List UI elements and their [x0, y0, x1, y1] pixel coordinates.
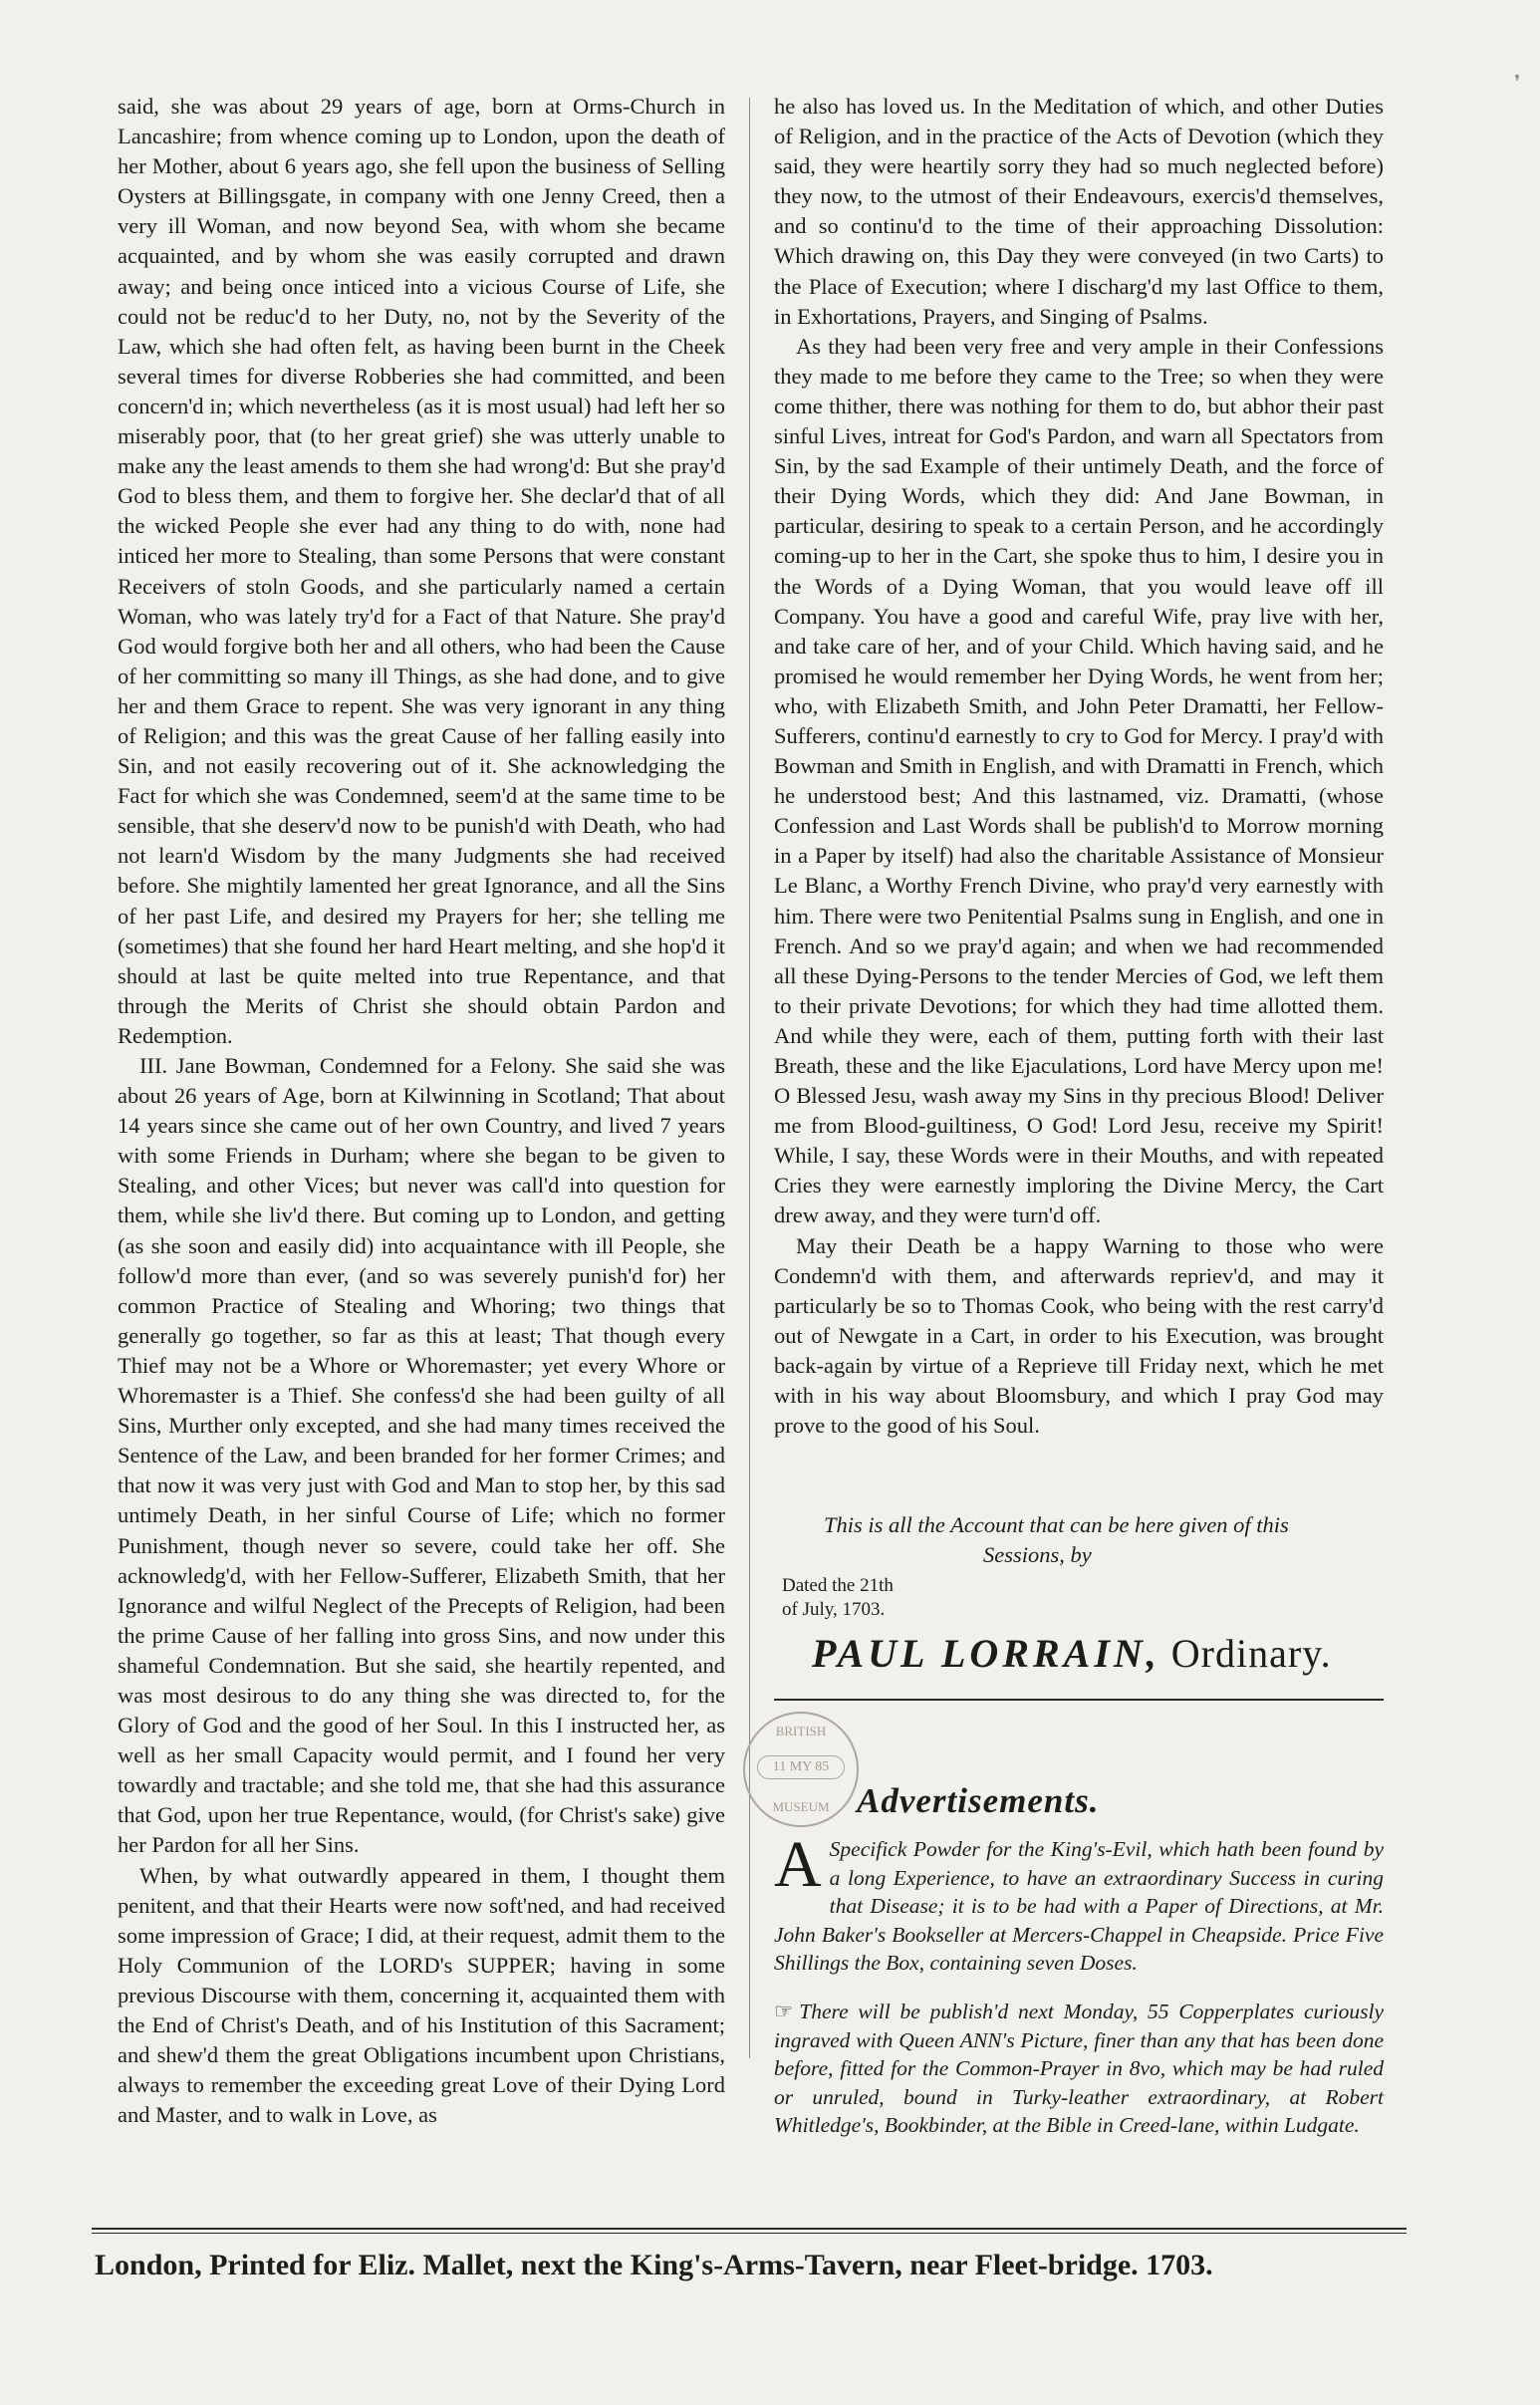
imprint-rule-thin	[92, 2233, 1407, 2234]
imprint-rule	[92, 2228, 1407, 2230]
paragraph-warning: May their Death be a happy Warning to those who were Condemn'd with them, and afterwards repriev'd, and may it particularly be so to Thomas Cook, who being with the rest carry'd out of Newgate in a Cart, in order to his Execution, was brought back-again by virtue of a Reprieve till Friday next, which he met with in his way about Bloomsbury, and which I pray God may prove to the good of his Soul.	[774, 1232, 1384, 1439]
pointing-hand-icon: ☞	[774, 2000, 794, 2023]
advertisement-copperplates: ☞ There will be publish'd next Monday, 55 Copperplates curiously ingraved with Queen ANN's Picture, finer than any that has been done before, fitted for the Common-Prayer in 8vo, which may be had ruled or unruled, bound in Turky-leather extraordinary, at Robert Whitledge's, Bookbinder, at the Bible in Creed-lane, within Ludgate.	[774, 2000, 1384, 2137]
account-line: This is all the Account that can be here given of this Sessions, by	[824, 1512, 1289, 1567]
paragraph-meditation: he also has loved us. In the Meditation of which, and other Duties of Religion, and in the practice of the Acts of Devotion (which they said, they were heartily sorry they had so much neglected before) they now, to the utmost of their Endeavours, exercis'd themselves, and so continu'd to the time of their approaching Dissolution: Which drawing on, this Day they were conveyed (in two Carts) to the Place of Execution; where I discharg'd my last Office to them, in Exhortations, Prayers, and Singing of Psalms.	[774, 94, 1384, 329]
paragraph-jane-bowman: III. Jane Bowman, Condemned for a Felony. She said she was about 26 years of Age, born at Kilwinning in Scotland; That about 14 years since she came out of her own Country, and lived 7 years with some Friends in Durham; where she began to be given to Stealing, and other Vices; but never was call'd into question for them, while she liv'd there. But coming up to London, and getting (as she soon and easily did) into acquaintance with ill People, she follow'd more than ever, (and so was severely punish'd for) her common Practice of Stealing and Whoring; two things that generally go together, so far as this at least; That though every Thief may not be a Whore or Whoremaster; yet every Whore or Whoremaster is a Thief. She confess'd she had been guilty of all Sins, Murther only excepted, and she had many times received the Sentence of the Law, and been branded for her former Crimes; and that now it was very just with God and Man to stop her, by this sad untimely Death, in her sinful Course of Life; which no former Punishment, though never so severe, could take her off. She acknowledg'd, with her Fellow-Sufferer, Elizabeth Smith, that her Ignorance and wilful Neglect of the Precepts of Religion, had been the prime Cause of her falling into gross Sins, and now under this shameful Condemnation. But she said, she heartily repented, and was most desirous to do any thing she was directed to, for the Glory of God and the good of her Soul. In this I instructed her, as well as her small Capacity would permit, and I found her very towardly and tractable; and she told me, that she had this assurance that God, upon her true Repentance, would, (for Christ's sake) give her Pardon for all her Sins.	[118, 1053, 725, 1858]
signature-name: PAUL LORRAIN,	[812, 1631, 1160, 1676]
advertisements-heading: Advertisements.	[857, 1781, 1100, 1820]
paragraph-communion: When, by what outwardly appeared in them, I thought them penitent, and that their Hearts were now soft'ned, and had received some impression of Grace; I did, at their request, admit them to the Holy Communion of the LORD's SUPPER; having in some previous Discourse with them, concerning it, acquainted them with the End of Christ's Death, and of his Institution of this Sacrament; and shew'd them the great Obligations incumbent upon Christians, always to remember the exceeding great Love of their Dying Lord and Master, and to walk in Love, as	[118, 1862, 725, 2128]
drop-cap: A	[774, 1828, 822, 1901]
closing-block	[774, 1510, 1384, 1622]
dated-line: Dated the 21th of July, 1703.	[782, 1575, 894, 1620]
signature-title: Ordinary.	[1170, 1631, 1332, 1676]
signature-rule	[774, 1699, 1384, 1701]
paragraph-elizabeth-smith: said, she was about 29 years of age, born at Orms-Church in Lancashire; from whence coming up to London, upon the death of her Mother, about 6 years ago, she fell upon the business of Selling Oysters at Billingsgate, in company with one Jenny Creed, then a very ill Woman, and now beyond Sea, with whom she became acquainted, and by whom she was easily corrupted and drawn away; and being once inticed into a vicious Course of Life, she could not be reduc'd to her Duty, no, not by the Severity of the Law, which she had often felt, as having been burnt in the Cheek several times for diverse Robberies she had committed, and been concern'd in; which nevertheless (as it is most usual) had left her so miserably poor, that (to her great grief) she was utterly unable to make any the least amends to them she had wrong'd: But she pray'd God to bless them, and them to forgive her. She declar'd that of all the wicked People she ever had any thing to do with, none had inticed her more to Stealing, than some Persons that were constant Receivers of stoln Goods, and she particularly named a certain Woman, who was lately try'd for a Fact of that Nature. She pray'd God would forgive both her and all others, who had been the Cause of her committing so many ill Things, as she had done, and to give her and them Grace to repent. She was very ignorant in any thing of Religion; and this was the great Cause of her falling easily into Sin, and not easily recovering out of it. She acknowledging the Fact for which she was Condemned, seem'd at the same time to be sensible, that she deserv'd now to be punish'd with Death, who had not learn'd Wisdom by the many Judgments she had received before. She mightily lamented her great Ignorance, and all the Sins of her past Life, and desired my Prayers for her; she telling me (sometimes) that she found her hard Heart melting, and she hop'd it should at last be quite melted into true Repentance, and that through the Merits of Christ she should obtain Pardon and Redemption.	[118, 94, 725, 1048]
margin-mark: ❜	[1514, 72, 1520, 92]
paragraph-execution: As they had been very free and very ample in their Confessions they made to me before they came to the Tree; so when they were come thither, there was nothing for them to do, but abhor their past sinful Lives, intreat for God's Pardon, and warn all Spectators from Sin, by the sad Example of their untimely Death, and the force of their Dying Words, which they did: And Jane Bowman, in particular, desiring to speak to a certain Person, and he accordingly coming-up to her in the Cart, she spoke thus to him, I desire you in the Words of a Dying Woman, that you would leave off ill Company. You have a good and careful Wife, pray live with her, and take care of her, and of your Child. Which having said, and he promised he would remember her Dying Words, he went from her; who, with Elizabeth Smith, and John Peter Dramatti, her Fellow-Sufferers, continu'd earnestly to cry to God for Mercy. I pray'd with Bowman and Smith in English, and with Dramatti in French, which he understood best; And this lastnamed, viz. Dramatti, (whose Confession and Last Words shall be publish'd to Morrow morning in a Paper by itself) had also the charitable Assistance of Monsieur Le Blanc, a Worthy French Divine, who pray'd very earnestly with him. There were two Penitential Psalms sung in English, and one in French. And so we pray'd again; and when we had recommended all these Dying-Persons to the tender Mercies of God, we left them to their private Devotions; for which they had time allotted them. And while they were, each of them, putting forth with their last Breath, these and the like Ejaculations, Lord have Mercy upon me! O Blessed Jesu, wash away my Sins in thy precious Blood! Deliver me from Blood-guiltiness, O God! Lord Jesu, receive my Spirit! While, I say, these Words were in their Mouths, and with repeated Cries they were earnestly imploring the Divine Mercy, the Cart drew away, and they were turn'd off.	[774, 333, 1384, 1228]
library-stamp: BRITISH 11 MY 85 MUSEUM	[743, 1712, 859, 1827]
left-column	[118, 92, 725, 2130]
advertisement-powder: A Specifick Powder for the King's-Evil, which hath been found by a long Experience, to have an extraordinary Success in curing that Disease; it is to be had with a Paper of Directions, at Mr. John Baker's Bookseller at Mercers-Chappel in Cheapside. Price Five Shillings the Box, containing seven Doses.	[774, 1828, 1384, 1975]
imprint-line: London, Printed for Eliz. Mallet, next the King's-Arms-Tavern, near Fleet-bridge. 1703.	[95, 2249, 1213, 2281]
right-column	[774, 92, 1384, 1441]
signature	[812, 1630, 1332, 1678]
